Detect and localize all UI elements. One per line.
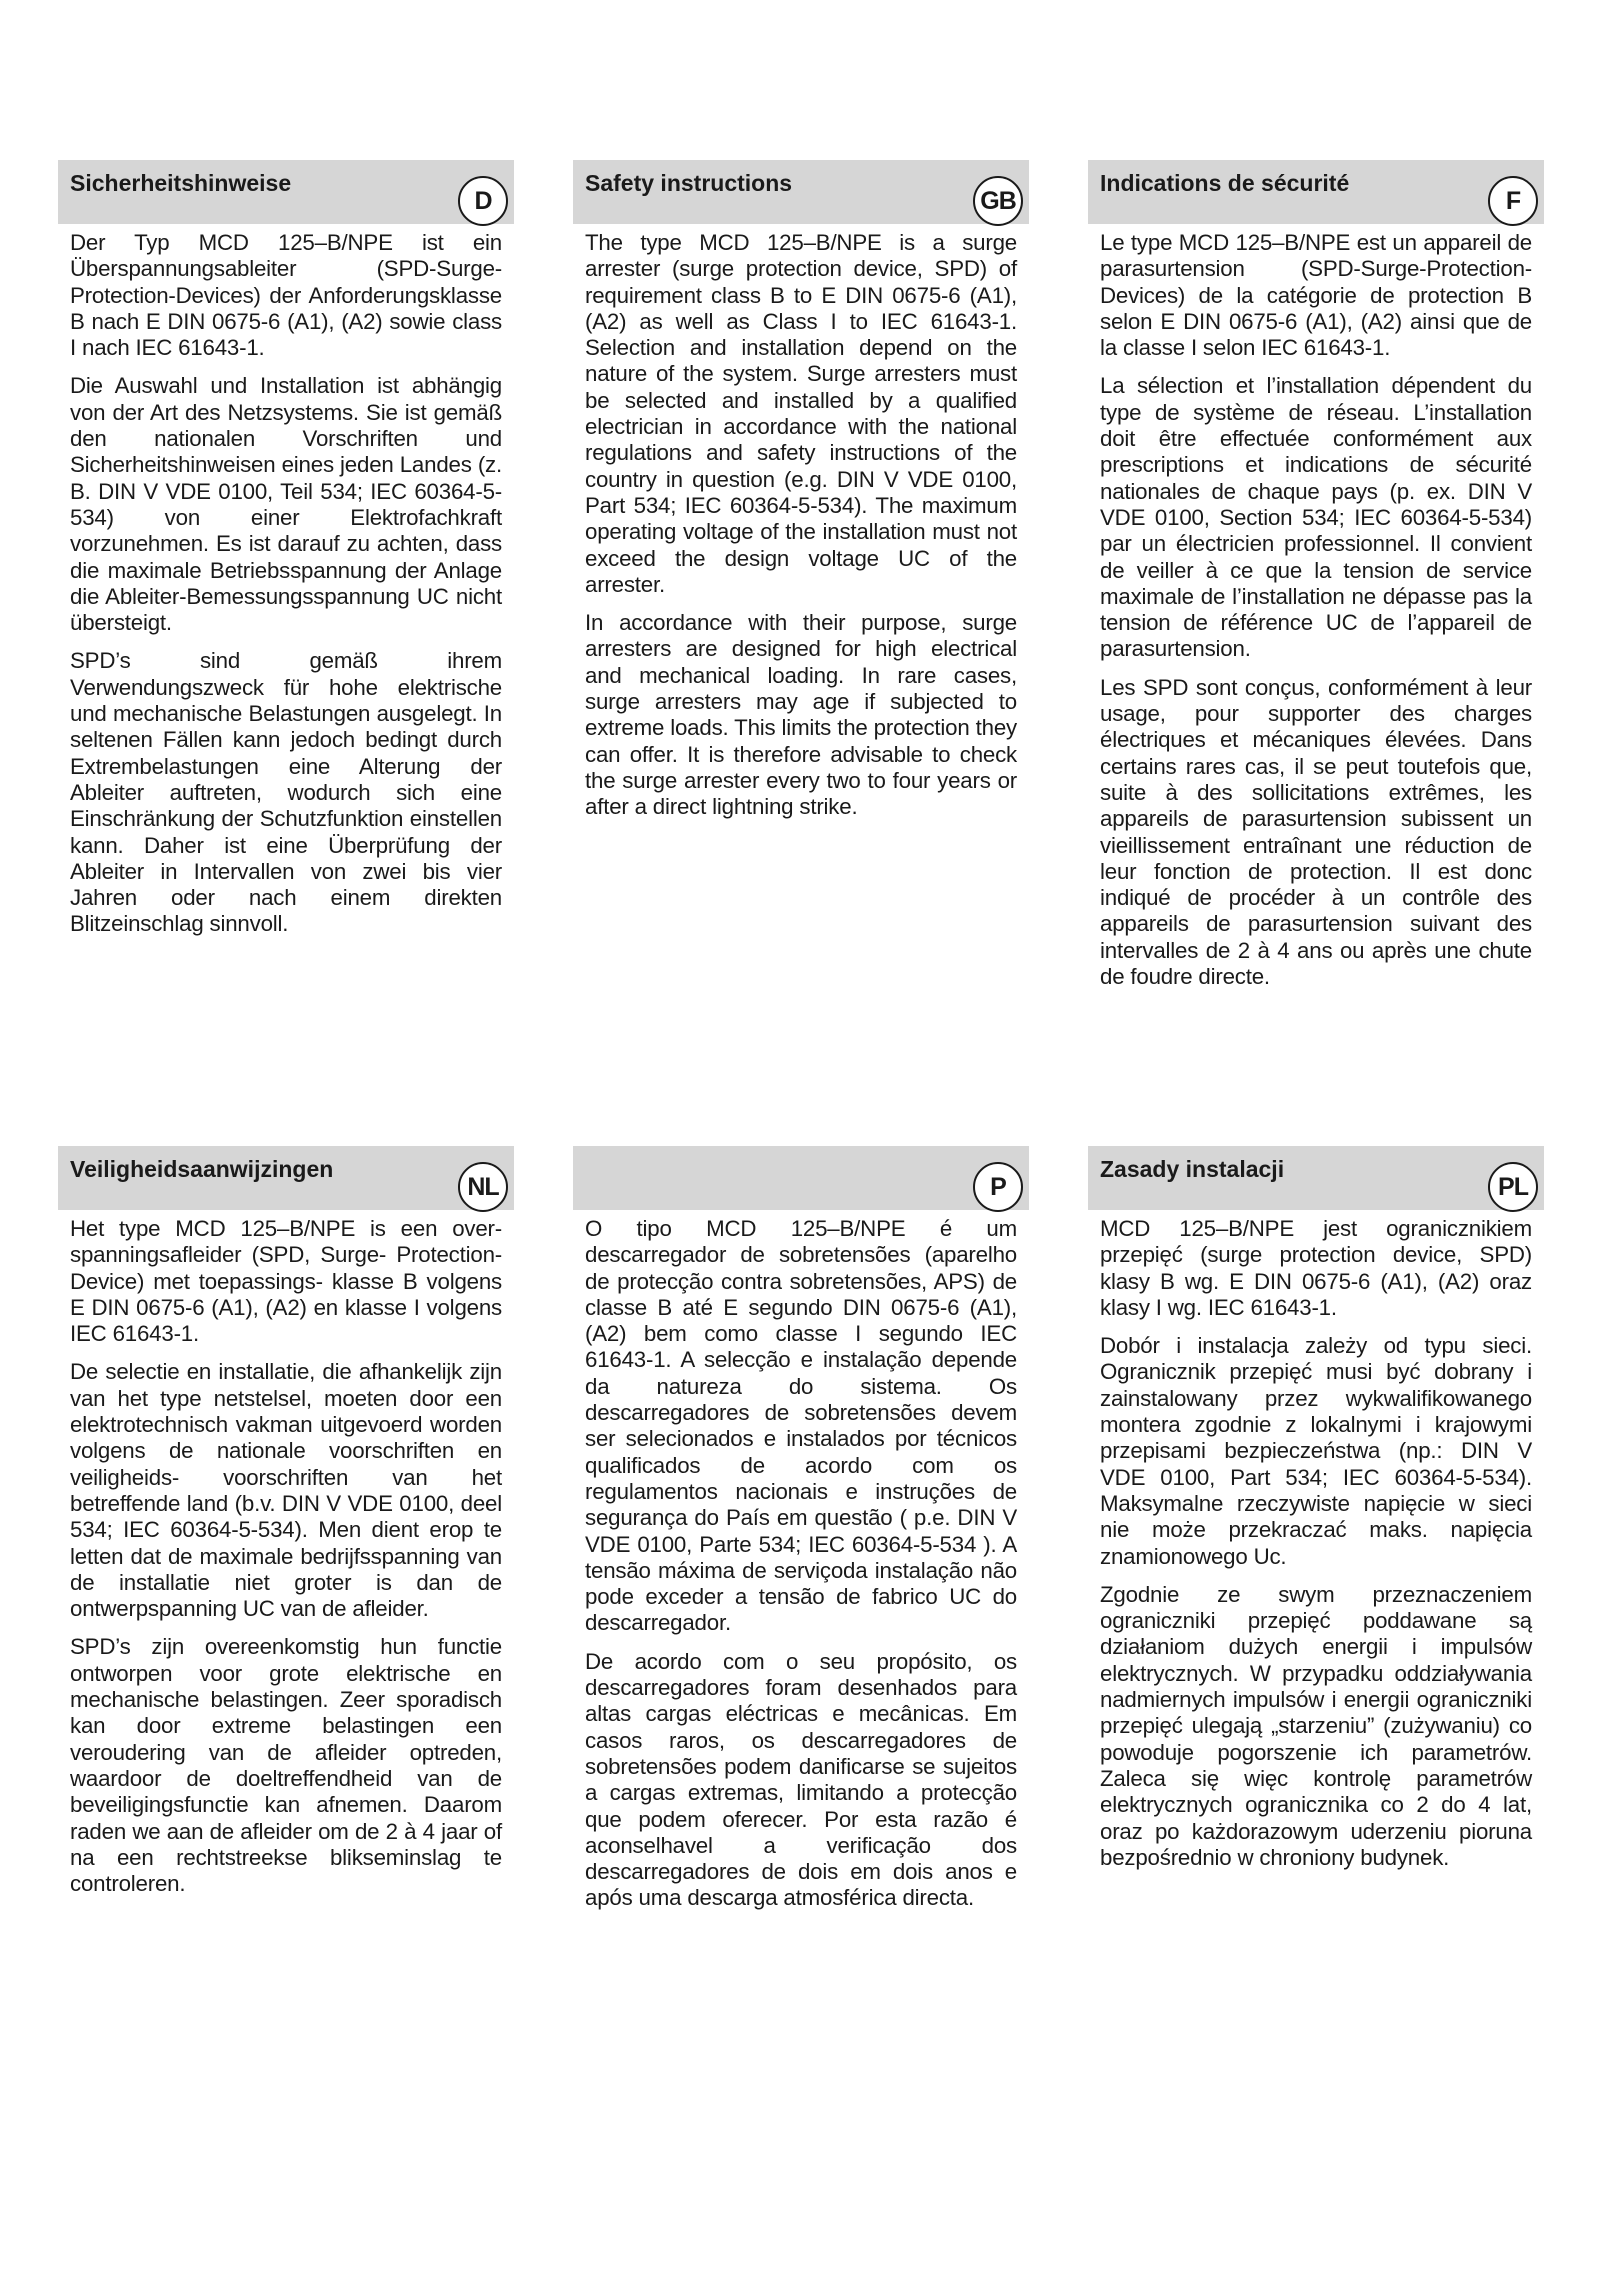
language-badge: P xyxy=(973,1162,1023,1212)
paragraph: De acordo com o seu propósito, os descarregadores foram desenhados para altas cargas eléctricas e mecânicas. Em casos raros, os descarregadores de sobretensões podem danificarse se sujeitos a cargas extremas, limitando a protecção que podem oferecer. Por esta razão é aconselhavel a verificação dos descarregadores de dois em dois anos e após uma descarga atmosférica directa. xyxy=(585,1648,1017,1911)
section-english xyxy=(573,160,1029,833)
paragraph: SPD’s sind gemäß ihrem Verwendungszweck für hohe elektrische und mechanische Belastungen ausgelegt. In seltenen Fällen kann jedoch bedingt durch Extrembelastungen eine Alterung der Ableiter auftreten, wodurch sich eine Einschränkung der Schutzfunktion einstellen kann. Daher ist eine Überprüfung der Ableiter in Intervallen von zwei bis vier Jahren oder nach einem direkten Blitzeinschlag sinnvoll. xyxy=(70,648,502,937)
paragraph: The type MCD 125–B/NPE is a surge arrester (surge protection device, SPD) of requirement class B to E DIN 0675-6 (A1), (A2) as well as Class I to IEC 61643-1. Selection and installation depend on the nature of the system. Surge arresters must be selected and installed by a qualified electrician in accordance with the national regulations and safety instructions of the country in question (e.g. DIN V VDE 0100, Part 534; IEC 60364-5-534). The maximum operating voltage of the installation must not exceed the design voltage UC of the arrester. xyxy=(585,230,1017,597)
section-header xyxy=(58,1146,514,1210)
section-title: Indications de sécurité xyxy=(1100,170,1350,196)
section-polish xyxy=(1088,1146,1544,1883)
paragraph: Die Auswahl und Installation ist abhängig von der Art des Netzsystems. Sie ist gemäß den nationalen Vorschriften und Sicherheitshinweisen eines jeden Landes (z. B. DIN V VDE 0100, Teil 534; IEC 60364-5-534) von einer Elektrofachkraft vorzunehmen. Es ist darauf zu achten, dass die maximale Betriebsspannung der Anlage die Ableiter-Bemessungsspannung UC nicht übersteigt. xyxy=(70,373,502,636)
section-title: Zasady instalacji xyxy=(1100,1156,1285,1182)
section-german xyxy=(58,160,514,950)
language-badge: NL xyxy=(458,1162,508,1212)
section-dutch xyxy=(58,1146,514,1909)
language-badge: GB xyxy=(973,176,1023,226)
language-badge: F xyxy=(1488,176,1538,226)
section-body xyxy=(573,1216,1029,1912)
section-title: Sicherheitshinweise xyxy=(70,170,292,196)
paragraph: Der Typ MCD 125–B/NPE ist ein Überspannungsableiter (SPD-Surge-Protection-Devices) der Anforderungsklasse B nach E DIN 0675-6 (A1), (A2) sowie class I nach IEC 61643-1. xyxy=(70,230,502,361)
paragraph: O tipo MCD 125–B/NPE é um descarregador de sobretensões (aparelho de protecção contra sobretensões, APS) de classe B até E segundo DIN 0675-6 (A1), (A2) bem como classe I segundo IEC 61643-1. A selecção e instalação depende da natureza do sistema. Os descarregadores de sobretensões devem ser selecionados e instalados por técnicos qualificados de acordo com os regulamentos nacionais e instruções de segurança do País em questão ( p.e. DIN V VDE 0100, Parte 534; IEC 60364-5-534 ). A tensão máxima de serviçoda instalação não pode exceder a tensão de fabrico UC do descarregador. xyxy=(585,1216,1017,1636)
section-french xyxy=(1088,160,1544,1002)
paragraph: Zgodnie ze swym przeznaczeniem ograniczniki przepięć poddawane są działaniom dużych energii i impulsów elektrycznych. W przypadku oddziaływania nadmiernych impulsów i energii ograniczniki przepięć ulegają „starzeniu” (zużywaniu) co powoduje pogorszenie ich parametrów. Zaleca się więc kontrolę parametrów elektrycznych ogranicznika co 2 do 4 lat, oraz po każdorazowym uderzeniu pioruna bezpośrednio w chroniony budynek. xyxy=(1100,1581,1532,1870)
section-header xyxy=(58,160,514,224)
paragraph: La sélection et l’installation dépendent du type de système de réseau. L’installation doit être effectuée conformément aux prescriptions et indications de sécurité nationales de chaque pays (p. ex. DIN V VDE 0100, Section 534; IEC 60364-5-534) par un électricien professionnel. Il convient de veiller à ce que la tension de service maximale de l’installation ne dépasse pas la tension de référence UC de l’appareil de parasurtension. xyxy=(1100,373,1532,662)
section-body xyxy=(1088,230,1544,990)
section-header xyxy=(573,160,1029,224)
section-body xyxy=(573,230,1029,821)
paragraph: In accordance with their purpose, surge arresters are designed for high electrical and mechanical loading. In rare cases, surge arresters may age if subjected to extreme loads. This limits the protection they can offer. It is therefore advisable to check the surge arrester every two to four years or after a direct lightning strike. xyxy=(585,610,1017,820)
paragraph: SPD’s zijn overeenkomstig hun functie ontworpen voor grote elektrische en mechanische belastingen. Zeer sporadisch kan door extreme belastingen een veroudering van de afleider optreden, waardoor de doeltreffendheid van de beveiligingsfunctie kan afnemen. Daarom raden we aan de afleider om de 2 à 4 jaar of na een rechtstreekse blikseminslag te controleren. xyxy=(70,1634,502,1897)
paragraph: Het type MCD 125–B/NPE is een over- spanningsafleider (SPD, Surge- Protection-Device) met toepassings- klasse B volgens E DIN 0675-6 (A1), (A2) en klasse I volgens IEC 61643-1. xyxy=(70,1216,502,1347)
section-body xyxy=(58,230,514,938)
paragraph: MCD 125–B/NPE jest ogranicznikiem przepięć (surge protection device, SPD) klasy B wg. E DIN 0675-6 (A1), (A2) oraz klasy I wg. IEC 61643-1. xyxy=(1100,1216,1532,1320)
paragraph: Les SPD sont conçus, conformément à leur usage, pour supporter des charges électriques et mécaniques élevées. Dans certains rares cas, il se peut toutefois que, suite à des sollicitations extrêmes, les appareils de parasurtension subissent un vieillissement entraînant une réduction de leur fonction de protection. Il est donc indiqué de procéder à un contrôle des appareils de parasurtension suivant des intervalles de 2 à 4 ans ou après une chute de foudre directe. xyxy=(1100,674,1532,990)
language-badge: D xyxy=(458,176,508,226)
section-portuguese xyxy=(573,1146,1029,1924)
paragraph: De selectie en installatie, die afhankelijk zijn van het type netstelsel, moeten door een elektrotechnisch vakman uitgevoerd worden volgens de nationale voorschriften en veiligheids- voorschriften van het betreffende land (b.v. DIN V VDE 0100, deel 534; IEC 60364-5-534). Men dient erop te letten dat de maximale bedrijfsspanning van de installatie niet groter is dan de ontwerpspanning UC van de afleider. xyxy=(70,1359,502,1622)
language-badge: PL xyxy=(1488,1162,1538,1212)
section-body xyxy=(58,1216,514,1897)
paragraph: Dobór i instalacja zależy od typu sieci. Ogranicznik przepięć musi być dobrany i zainstalowany przez wykwalifikowanego montera zgodnie z lokalnymi i krajowymi przepisami bezpieczeństwa (np.: DIN V VDE 0100, Part 534; IEC 60364-5-534). Maksymalne rzeczywiste napięcie w sieci nie może przekraczać maks. napięcia znamionowego Uc. xyxy=(1100,1333,1532,1569)
section-header xyxy=(1088,160,1544,224)
section-title: Veiligheidsaanwijzingen xyxy=(70,1156,334,1182)
paragraph: Le type MCD 125–B/NPE est un appareil de parasurtension (SPD-Surge-Protection-Devices) de la catégorie de protection B selon E DIN 0675-6 (A1), (A2) ainsi que de la classe I selon IEC 61643-1. xyxy=(1100,230,1532,361)
section-title: Safety instructions xyxy=(585,170,793,196)
section-header xyxy=(573,1146,1029,1210)
section-body xyxy=(1088,1216,1544,1871)
section-header xyxy=(1088,1146,1544,1210)
